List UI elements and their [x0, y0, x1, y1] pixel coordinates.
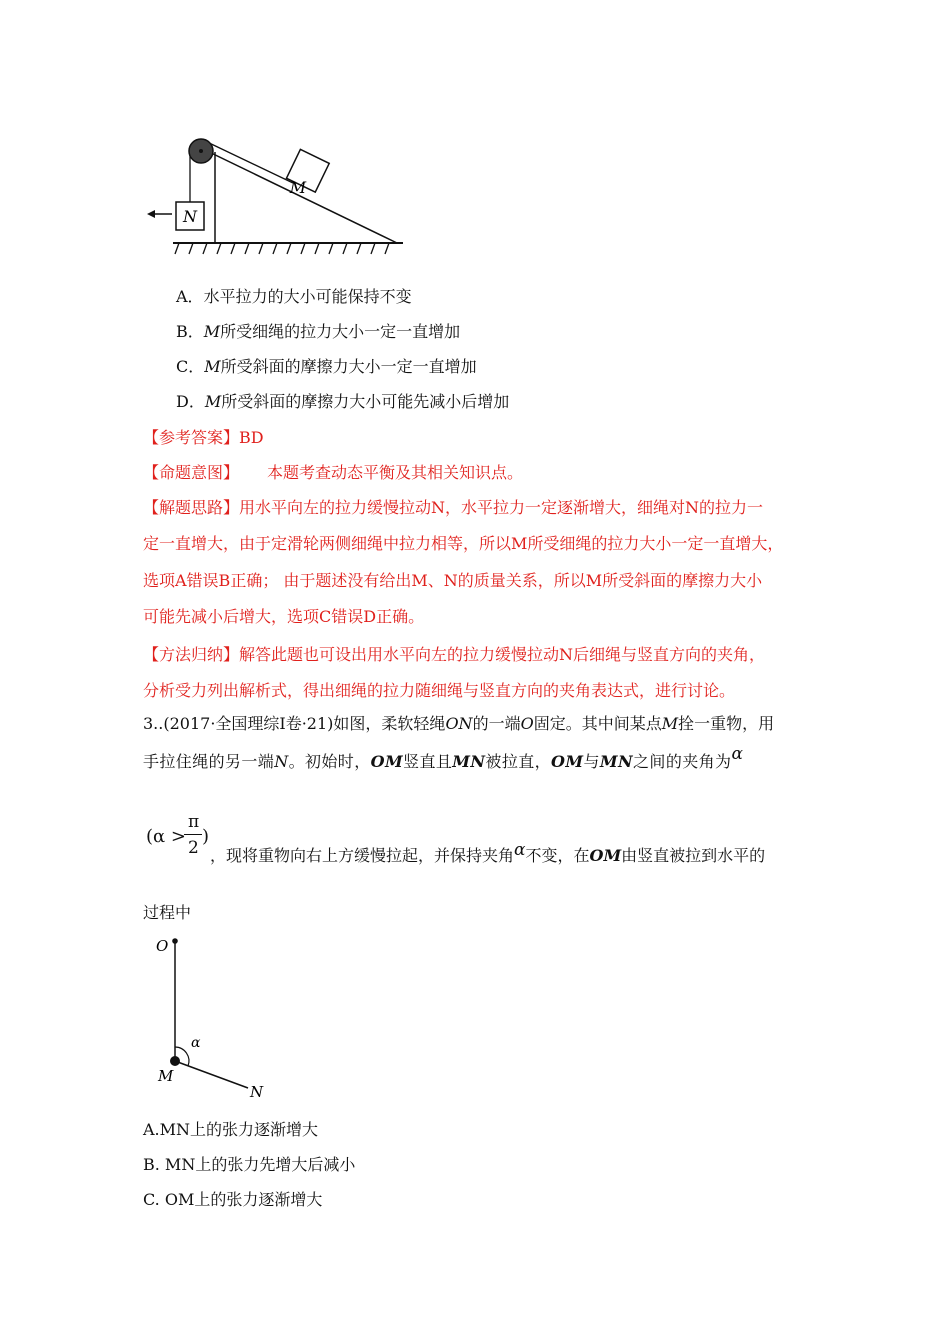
point-O [172, 938, 178, 944]
q3-line-3: ，现将重物向右上方缓慢拉起，并保持夹角α不变，在OM由竖直被拉到水平的 [210, 840, 766, 865]
rope-MN [175, 1061, 248, 1088]
alpha-condition-close: ) [202, 826, 210, 847]
incline-pulley-figure [145, 130, 405, 260]
option-b: B．M所受细绳的拉力大小一定一直增加 [176, 322, 461, 341]
q3-line-1: 3..(2017·全国理综Ⅰ卷·21)如图，柔软轻绳ON的一端O固定。其中间某点M拴一重物，用 [143, 714, 775, 733]
solution-line-4: 可能先减小后增大，选项C错误D正确。 [143, 607, 425, 626]
option-d: D．M所受斜面的摩擦力大小可能先减小后增加 [176, 392, 510, 411]
block-N-label: N [183, 207, 197, 226]
fraction-bar [184, 834, 202, 835]
solution-line-3: 选项A错误B正确； 由于题述没有给出M、N的质量关系，所以M所受斜面的摩擦力大小 [143, 571, 763, 590]
answer-line: 【参考答案】BD [143, 428, 264, 447]
label-alpha: α [191, 1035, 201, 1051]
solution-line-1: 【解题思路】用水平向左的拉力缓慢拉动N，水平拉力一定逐渐增大，细绳对N的拉力一 [143, 498, 764, 517]
ground-hatch [175, 243, 389, 254]
q3-option-b: B. MN上的张力先增大后减小 [143, 1155, 356, 1174]
alpha-condition-open: (α > [146, 826, 186, 847]
q3-option-a: A.MN上的张力逐渐增大 [143, 1120, 319, 1139]
point-M [170, 1056, 180, 1066]
option-c: C．M所受斜面的摩擦力大小一定一直增加 [176, 357, 477, 376]
force-arrowhead [147, 210, 155, 218]
q3-option-c: C. OM上的张力逐渐增大 [143, 1190, 323, 1209]
label-M: M [158, 1067, 174, 1085]
block-M-label: M [289, 178, 307, 197]
label-N: N [250, 1083, 264, 1101]
method-line-1: 【方法归纳】解答此题也可设出用水平向左的拉力缓慢拉动N后细绳与竖直方向的夹角， [143, 645, 766, 664]
label-O: O [156, 937, 169, 955]
method-line-2: 分析受力列出解析式，得出细绳的拉力随细绳与竖直方向的夹角表达式，进行讨论。 [143, 681, 736, 700]
solution-line-2: 定一直增大，由于定滑轮两侧细绳中拉力相等，所以M所受细绳的拉力大小一定一直增大， [143, 534, 784, 553]
rope-slope [205, 141, 293, 183]
q3-line-4: 过程中 [143, 903, 192, 922]
q3-line-2: 手拉住绳的另一端N。初始时，OM竖直且MN被拉直，OM与MN之间的夹角为α [143, 744, 744, 771]
rope-angle-figure [150, 935, 280, 1100]
pulley-axle [199, 149, 203, 153]
pi-numerator: π [188, 812, 200, 832]
option-a: A．水平拉力的大小可能保持不变 [176, 287, 412, 306]
intent-line: 【命题意图】 本题考查动态平衡及其相关知识点。 [143, 463, 524, 482]
two-denominator: 2 [188, 838, 199, 858]
